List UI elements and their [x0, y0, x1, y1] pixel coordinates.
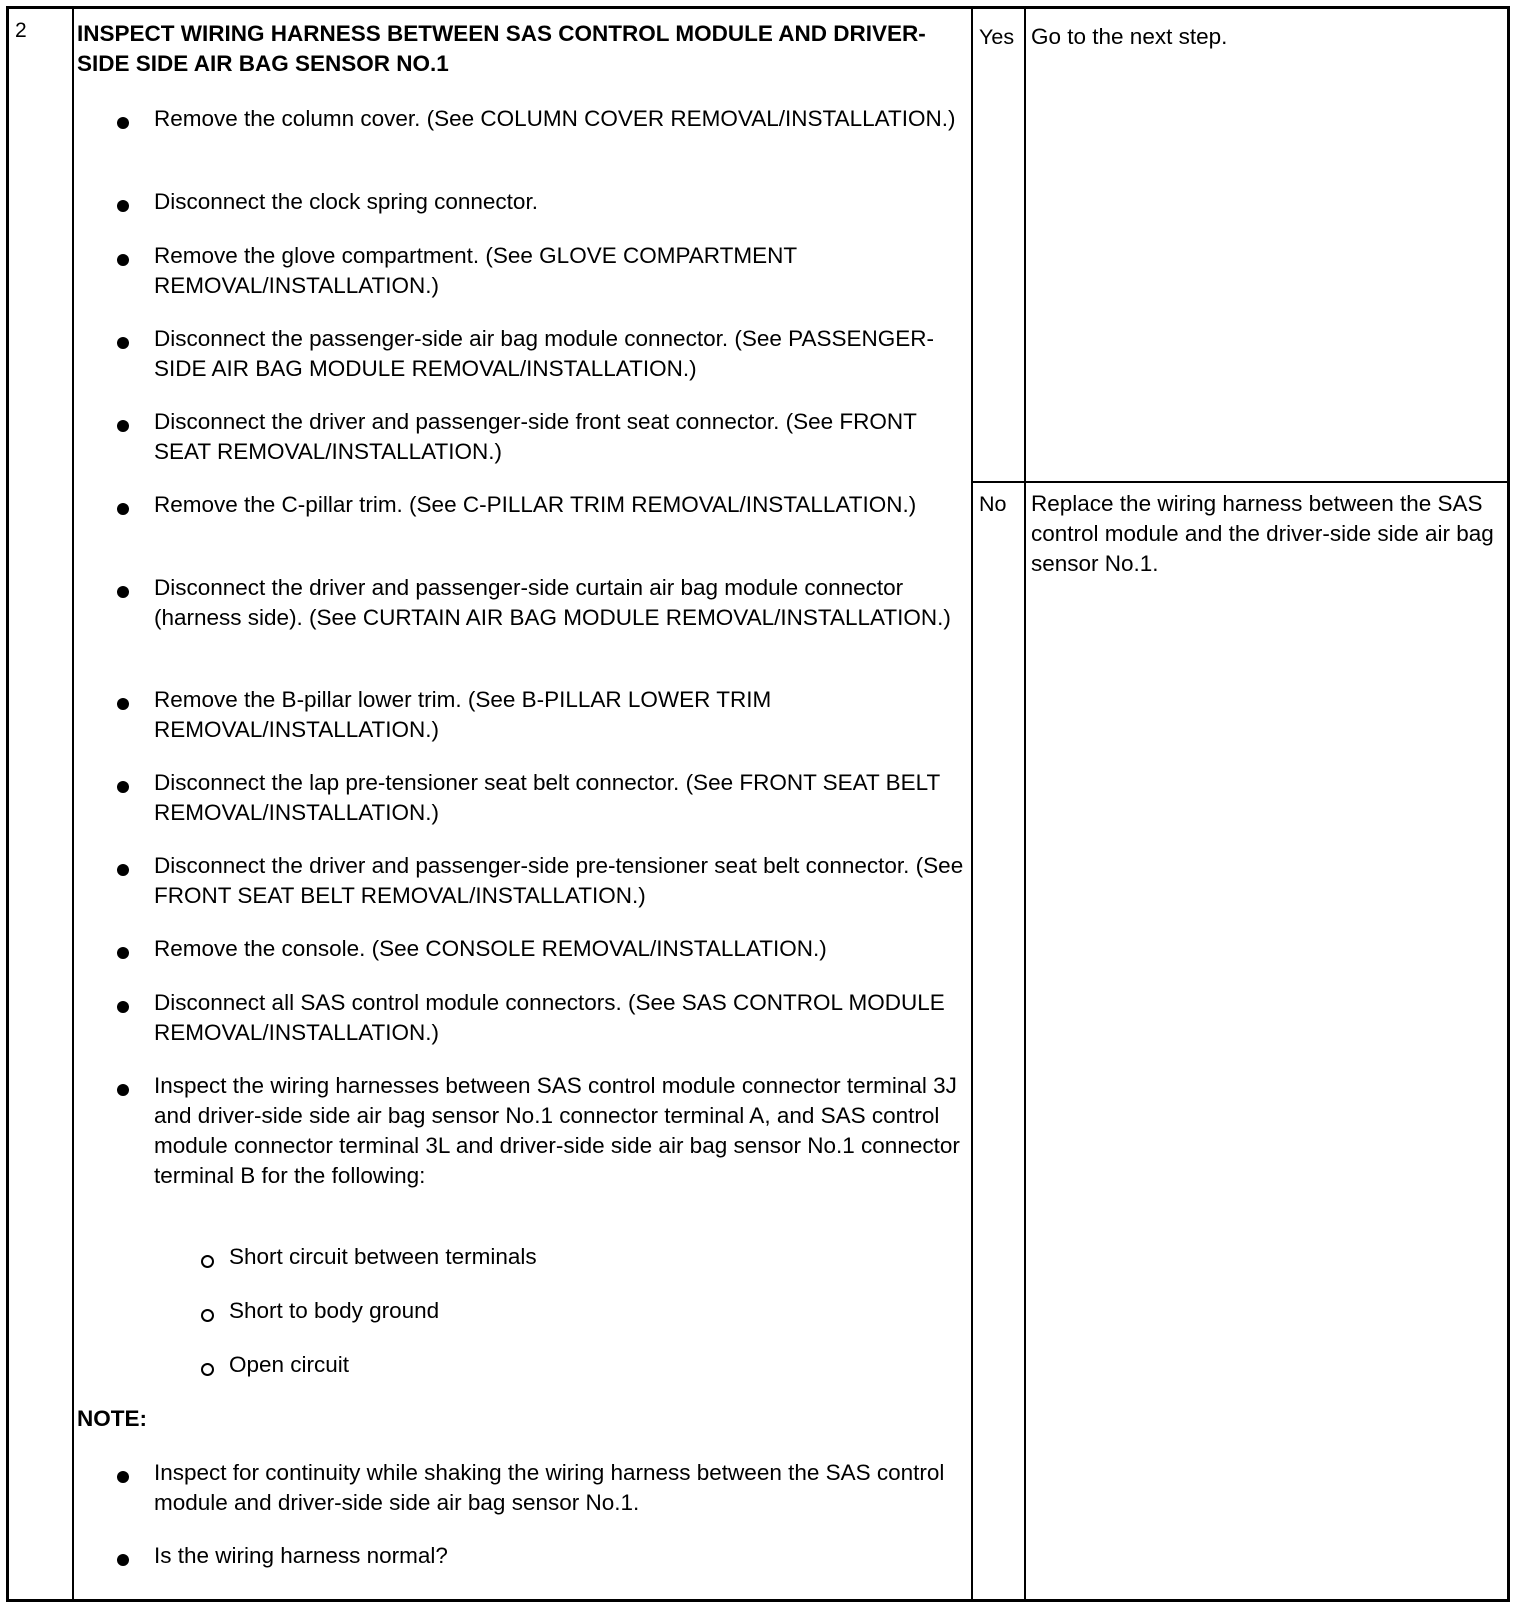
check-item: Short circuit between terminals	[229, 1244, 537, 1269]
check-item: Short to body ground	[229, 1298, 440, 1323]
note-item: Inspect for continuity while shaking the wiring harness between the SAS control module and driver-side side air bag sensor No.1.	[154, 1460, 945, 1515]
action-item: Disconnect the lap pre-tensioner seat belt connector. (See FRONT SEAT BELT REMOVAL/INSTALLATION.)	[154, 770, 940, 825]
column-divider-result	[1024, 9, 1026, 1599]
bullet-icon	[117, 1001, 129, 1013]
action-item: Disconnect the driver and passenger-side curtain air bag module connector (harness side). (See CURTAIN AIR BAG MODULE REMOVAL/INSTALLATION.)	[154, 575, 951, 630]
circle-bullet-icon	[201, 1255, 214, 1268]
action-item: Remove the glove compartment. (See GLOVE COMPARTMENT REMOVAL/INSTALLATION.)	[154, 243, 797, 298]
bullet-icon	[117, 864, 129, 876]
step-number: 2	[15, 19, 27, 42]
check-item: Open circuit	[229, 1352, 350, 1377]
bullet-icon	[117, 586, 129, 598]
column-divider-step	[72, 9, 74, 1599]
no-label: No	[979, 492, 1007, 516]
action-item: Remove the console. (See CONSOLE REMOVAL/INSTALLATION.)	[154, 936, 827, 961]
circle-bullet-icon	[201, 1309, 214, 1322]
action-item: Remove the B-pillar lower trim. (See B-PILLAR LOWER TRIM REMOVAL/INSTALLATION.)	[154, 687, 772, 742]
action-item: Remove the column cover. (See COLUMN COVER REMOVAL/INSTALLATION.)	[154, 106, 956, 131]
action-item: Disconnect all SAS control module connectors. (See SAS CONTROL MODULE REMOVAL/INSTALLATION.)	[154, 990, 945, 1045]
yes-label: Yes	[979, 25, 1015, 49]
action-item: Disconnect the clock spring connector.	[154, 189, 538, 214]
yes-no-divider	[971, 481, 1507, 483]
action-item: Remove the C-pillar trim. (See C-PILLAR TRIM REMOVAL/INSTALLATION.)	[154, 492, 917, 517]
bullet-icon	[117, 1471, 129, 1483]
bullet-icon	[117, 117, 129, 129]
bullet-icon	[117, 337, 129, 349]
action-item: Disconnect the passenger-side air bag module connector. (See PASSENGER-SIDE AIR BAG MODULE REMOVAL/INSTALLATION.)	[154, 326, 934, 381]
bullet-icon	[117, 503, 129, 515]
procedure-table	[6, 6, 1510, 1602]
bullet-icon	[117, 947, 129, 959]
bullet-icon	[117, 1084, 129, 1096]
action-item: Inspect the wiring harnesses between SAS control module connector terminal 3J and driver-side side air bag sensor No.1 connector terminal A, and SAS control module connector terminal 3L and driver-side side air bag sensor No.1 connector terminal B for the following:	[154, 1073, 960, 1188]
note-label: NOTE:	[77, 1406, 147, 1431]
bullet-icon	[117, 781, 129, 793]
bullet-icon	[117, 420, 129, 432]
yes-result: Go to the next step.	[1031, 24, 1228, 49]
bullet-icon	[117, 698, 129, 710]
step-title: INSPECT WIRING HARNESS BETWEEN SAS CONTROL MODULE AND DRIVER-SIDE SIDE AIR BAG SENSOR NO.1	[77, 21, 926, 76]
action-item: Disconnect the driver and passenger-side front seat connector. (See FRONT SEAT REMOVAL/INSTALLATION.)	[154, 409, 917, 464]
bullet-icon	[117, 254, 129, 266]
bullet-icon	[117, 200, 129, 212]
circle-bullet-icon	[201, 1363, 214, 1376]
no-result: Replace the wiring harness between the SAS control module and the driver-side side air bag sensor No.1.	[1031, 491, 1494, 576]
bullet-icon	[117, 1554, 129, 1566]
action-item: Disconnect the driver and passenger-side pre-tensioner seat belt connector. (See FRONT SEAT BELT REMOVAL/INSTALLATION.)	[154, 853, 964, 908]
question-item: Is the wiring harness normal?	[154, 1543, 448, 1568]
